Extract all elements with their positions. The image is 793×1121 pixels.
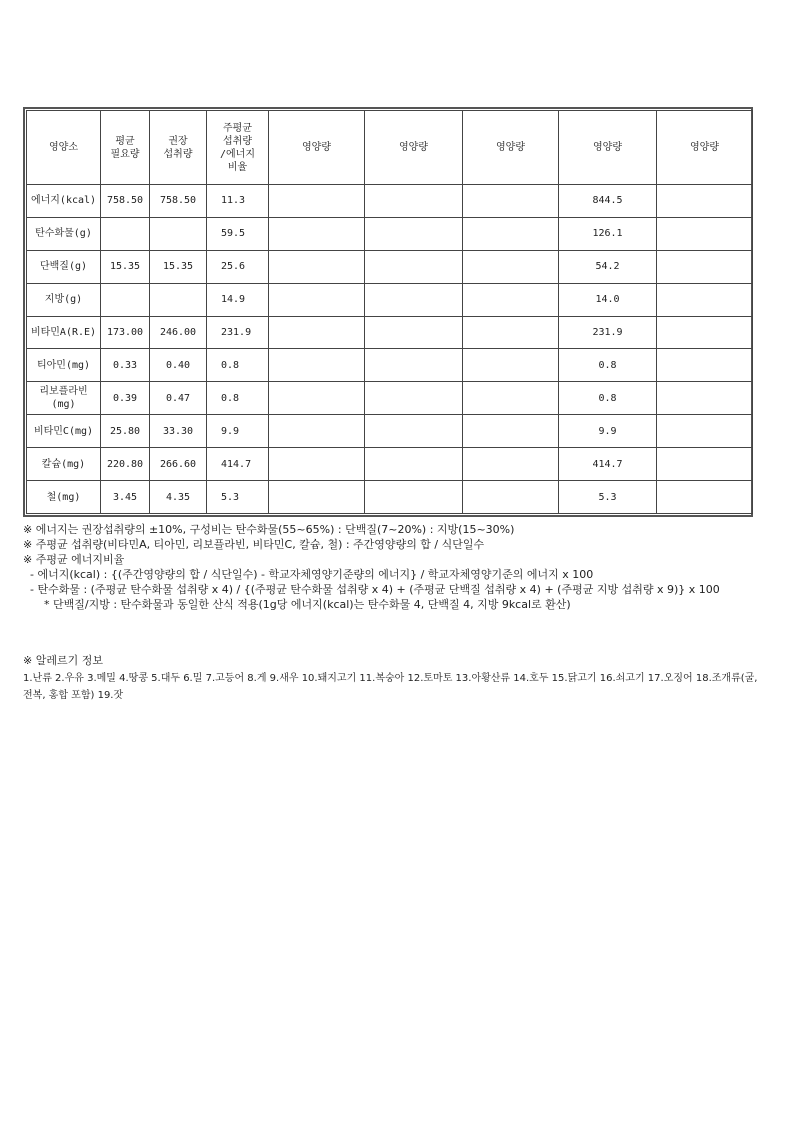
table-cell — [365, 250, 463, 283]
table-cell: 15.35 — [101, 250, 150, 283]
table-row — [27, 349, 753, 382]
table-cell — [463, 481, 559, 514]
table-header-cell: 영양량 — [463, 111, 559, 185]
table-cell — [269, 250, 365, 283]
nutrition-table — [26, 110, 753, 514]
nutrient-name-cell: 에너지(kcal) — [27, 185, 101, 218]
table-cell: 414.7 — [207, 448, 269, 481]
table-header-cell: 영양량 — [269, 111, 365, 185]
table-row — [27, 415, 753, 448]
table-cell — [269, 349, 365, 382]
note-line: * 단백질/지방 : 탄수화물과 동일한 산식 적용(1g당 에너지(kcal)는 탄수화물 4, 단백질 4, 지방 9kcal로 환산) — [23, 598, 571, 611]
table-cell — [269, 415, 365, 448]
table-cell: 0.39 — [101, 382, 150, 415]
table-cell — [463, 217, 559, 250]
note-line: - 탄수화물 : (주평균 탄수화물 섭취량 x 4) / {(주평균 탄수화물 섭취량 x 4) + (주평균 단백질 섭취량 x 4) + (주평균 지방 섭취량 x 9)} x 100 — [23, 583, 720, 596]
table-row — [27, 448, 753, 481]
table-header-cell: 영양량 — [559, 111, 657, 185]
table-cell: 5.3 — [559, 481, 657, 514]
note-line: - 에너지(kcal) : {(주간영양량의 합 / 식단일수) - 학교자체영양기준량의 에너지} / 학교자체영양기준의 에너지 x 100 — [23, 568, 594, 581]
table-cell — [657, 316, 753, 349]
table-cell: 266.60 — [150, 448, 207, 481]
table-cell — [269, 185, 365, 218]
nutrient-name-cell: 티아민(mg) — [27, 349, 101, 382]
table-cell — [657, 448, 753, 481]
table-header-cell: 주평균 섭취량 /에너지 비율 — [207, 111, 269, 185]
table-cell: 33.30 — [150, 415, 207, 448]
table-cell — [657, 382, 753, 415]
table-cell — [269, 382, 365, 415]
table-cell — [657, 481, 753, 514]
table-cell: 54.2 — [559, 250, 657, 283]
table-cell: 231.9 — [559, 316, 657, 349]
nutrient-name-cell: 칼슘(mg) — [27, 448, 101, 481]
table-cell: 0.47 — [150, 382, 207, 415]
table-row — [27, 250, 753, 283]
table-cell: 0.40 — [150, 349, 207, 382]
table-cell — [365, 283, 463, 316]
table-cell: 14.0 — [559, 283, 657, 316]
table-cell — [365, 415, 463, 448]
table-cell — [269, 448, 365, 481]
table-cell — [657, 250, 753, 283]
table-cell — [657, 217, 753, 250]
table-cell — [365, 349, 463, 382]
table-cell — [365, 382, 463, 415]
table-cell: 14.9 — [207, 283, 269, 316]
table-cell — [463, 448, 559, 481]
note-line: ※ 주평균 에너지비율 — [23, 553, 125, 566]
table-cell: 246.00 — [150, 316, 207, 349]
table-cell: 414.7 — [559, 448, 657, 481]
table-row — [27, 283, 753, 316]
table-header-cell: 영양량 — [365, 111, 463, 185]
table-row — [27, 481, 753, 514]
table-row — [27, 382, 753, 415]
table-cell: 220.80 — [101, 448, 150, 481]
table-cell: 25.80 — [101, 415, 150, 448]
table-cell — [463, 185, 559, 218]
table-cell — [101, 217, 150, 250]
table-cell — [269, 481, 365, 514]
table-cell: 4.35 — [150, 481, 207, 514]
table-cell: 9.9 — [559, 415, 657, 448]
table-cell — [150, 217, 207, 250]
table-cell — [463, 382, 559, 415]
table-cell: 0.8 — [559, 349, 657, 382]
table-cell — [365, 448, 463, 481]
table-cell: 0.8 — [207, 349, 269, 382]
table-header-cell: 영양량 — [657, 111, 753, 185]
table-header-row — [27, 111, 753, 185]
note-line: ※ 에너지는 권장섭취량의 ±10%, 구성비는 탄수화물(55~65%) : 단백질(7~20%) : 지방(15~30%) — [23, 523, 515, 536]
table-cell — [365, 185, 463, 218]
nutrient-name-cell: 철(mg) — [27, 481, 101, 514]
allergy-list: 1.난류 2.우유 3.메밀 4.땅콩 5.대두 6.밀 7.고등어 8.게 9.새우 10.돼지고기 11.복숭아 12.토마토 13.아황산류 14.호두 15.닭고기 16.쇠고기 17.오징어 18.조개류(굴, 전복, 홍합 포함) 19.잣 — [23, 673, 758, 701]
table-cell: 758.50 — [150, 185, 207, 218]
table-cell — [657, 185, 753, 218]
table-header-cell: 평균 필요량 — [101, 111, 150, 185]
table-cell: 758.50 — [101, 185, 150, 218]
table-cell: 9.9 — [207, 415, 269, 448]
table-cell: 231.9 — [207, 316, 269, 349]
table-cell — [269, 217, 365, 250]
nutrient-name-cell: 지방(g) — [27, 283, 101, 316]
table-cell: 844.5 — [559, 185, 657, 218]
table-cell: 25.6 — [207, 250, 269, 283]
table-cell: 0.33 — [101, 349, 150, 382]
nutrient-name-cell: 비타민C(mg) — [27, 415, 101, 448]
nutrient-name-cell: 리보플라빈 (mg) — [27, 382, 101, 415]
nutrient-name-cell: 탄수화물(g) — [27, 217, 101, 250]
table-cell: 5.3 — [207, 481, 269, 514]
table-cell — [365, 217, 463, 250]
nutrient-name-cell: 단백질(g) — [27, 250, 101, 283]
table-cell — [657, 283, 753, 316]
notes-section — [23, 522, 758, 612]
table-cell: 11.3 — [207, 185, 269, 218]
table-header-cell: 권장 섭취량 — [150, 111, 207, 185]
table-row — [27, 217, 753, 250]
table-cell: 3.45 — [101, 481, 150, 514]
table-cell: 0.8 — [559, 382, 657, 415]
table-cell — [463, 250, 559, 283]
table-cell — [463, 283, 559, 316]
table-cell: 0.8 — [207, 382, 269, 415]
table-cell — [463, 316, 559, 349]
table-cell: 173.00 — [101, 316, 150, 349]
table-row — [27, 316, 753, 349]
table-cell — [463, 349, 559, 382]
nutrient-name-cell: 비타민A(R.E) — [27, 316, 101, 349]
table-cell — [657, 415, 753, 448]
table-cell: 59.5 — [207, 217, 269, 250]
table-header-cell: 영양소 — [27, 111, 101, 185]
table-cell — [463, 415, 559, 448]
table-cell — [365, 481, 463, 514]
table-cell: 126.1 — [559, 217, 657, 250]
table-cell — [365, 316, 463, 349]
nutrition-table-frame — [23, 107, 753, 517]
table-cell: 15.35 — [150, 250, 207, 283]
table-cell — [101, 283, 150, 316]
table-cell — [150, 283, 207, 316]
table-cell — [269, 283, 365, 316]
table-cell — [269, 316, 365, 349]
table-cell — [657, 349, 753, 382]
table-row — [27, 185, 753, 218]
allergy-title: ※ 알레르기 정보 — [23, 654, 103, 667]
note-line: ※ 주평균 섭취량(비타민A, 티아민, 리보플라빈, 비타민C, 칼슘, 철) : 주간영양량의 합 / 식단일수 — [23, 538, 485, 551]
